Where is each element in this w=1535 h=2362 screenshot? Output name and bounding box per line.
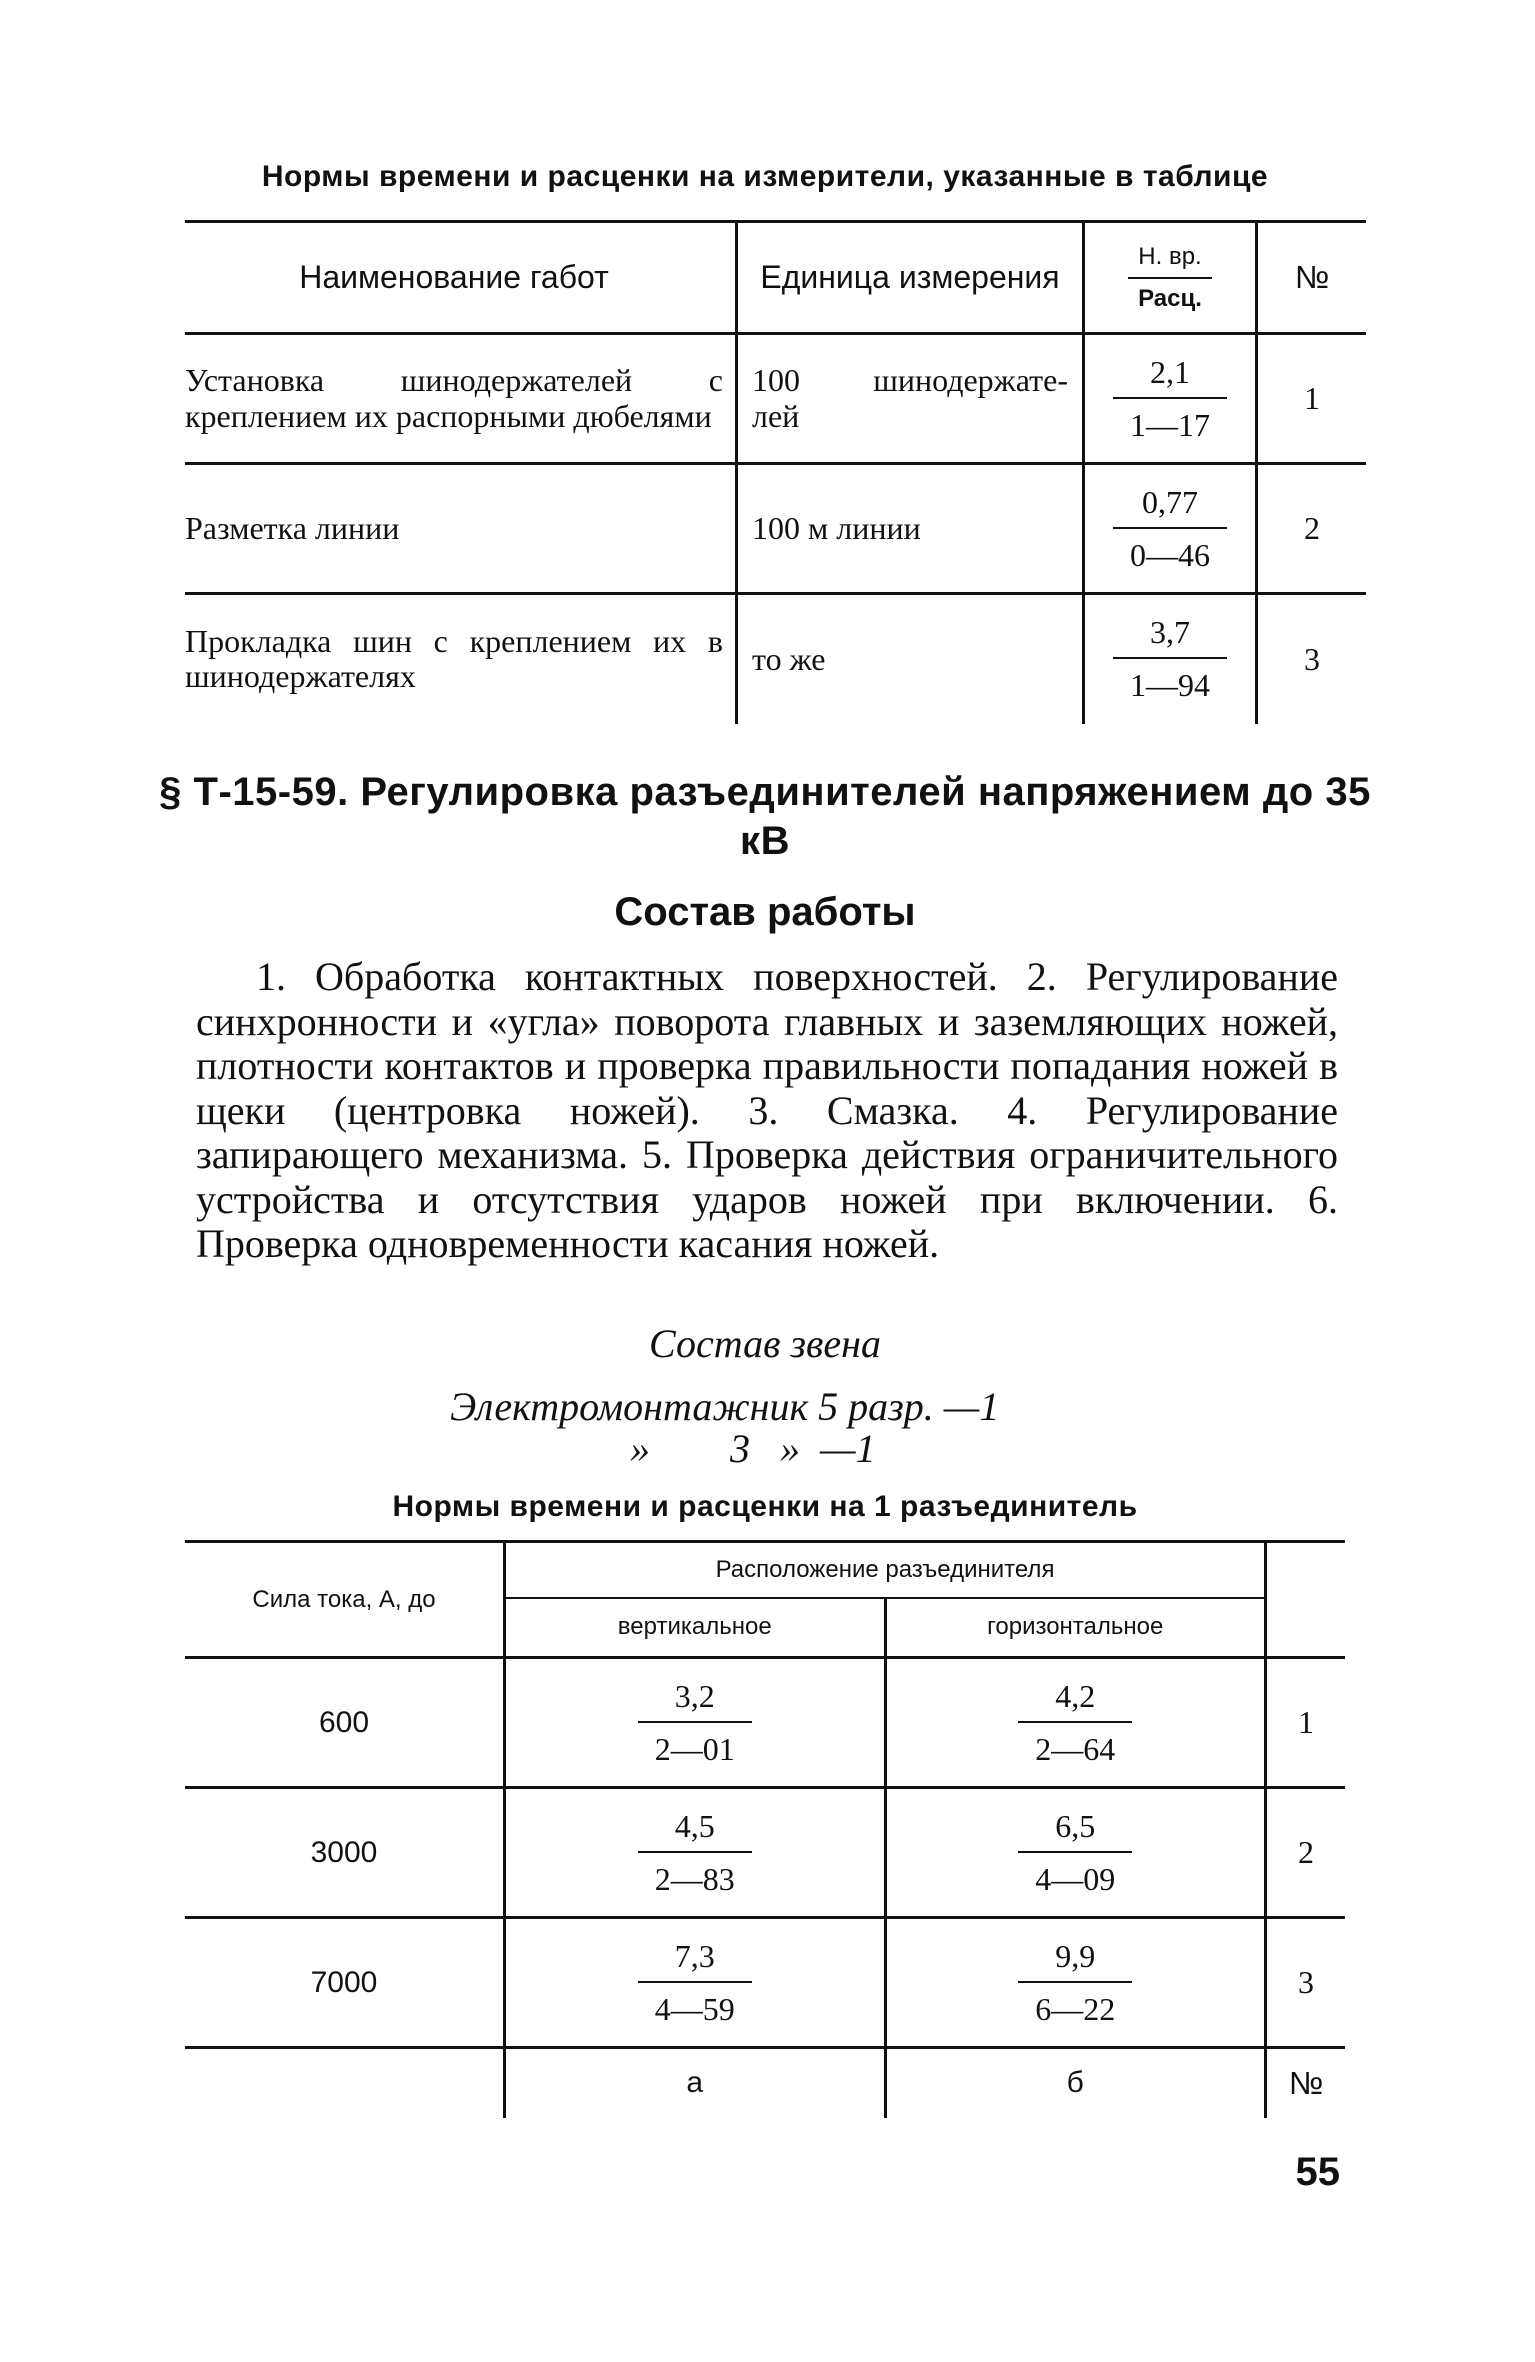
unit-line: [752, 363, 1082, 398]
current-value: 7000: [310, 1965, 378, 1999]
section-title: § Т-15-59. Регулировка разъединителей напряжением до 35 кВ: [159, 770, 1371, 863]
vertical-cell: [505, 1658, 886, 1788]
fraction: [638, 1808, 752, 1898]
rate: 2—01: [654, 1730, 735, 1767]
work-description: 1. Обработка контактных поверхностей. 2. Регулирование синхронности и «угла» поворота главных и заземляющих ножей, плотности контактов и проверка правильности попадания ножей в щеки (центровка ножей). 3. Смазка. 4. Регулирование запирающего механизма. 5. Проверка действия ограничительного устройства и отсутствия ударов ножей при включении. 6. Проверка одновременности касания ножей.: [196, 954, 1338, 1266]
time-norm: 9,9: [1018, 1938, 1132, 1983]
header-unit: Единица измерения: [737, 222, 1084, 334]
header-time: Н. вр.: [1128, 243, 1211, 279]
work-heading: Состав работы: [614, 890, 916, 934]
unit: 100 м линии: [737, 464, 1084, 594]
time-rate: [1084, 334, 1257, 464]
norms-table-1: [185, 220, 1366, 724]
time-norm: 3,2: [638, 1678, 752, 1723]
fraction: [1113, 614, 1227, 704]
rate: 2—64: [1035, 1730, 1116, 1767]
header-number: №: [1294, 259, 1330, 295]
horizontal-cell: [885, 1658, 1266, 1788]
header-location: Расположение разъединителя: [505, 1542, 1266, 1598]
footer-column-a: а: [505, 2048, 886, 2118]
fraction: [1018, 1808, 1132, 1898]
fraction: [1018, 1938, 1132, 2028]
table-row: [185, 334, 1366, 464]
crew-line-2: » 3 » —1: [630, 1426, 876, 1471]
work-name: Прокладка шин с креплением их в шинодержателях: [185, 623, 723, 695]
row-number: 2: [1298, 1834, 1314, 1870]
time-rate: [1084, 594, 1257, 724]
row-number: 3: [1298, 1964, 1314, 2000]
table-row: [185, 464, 1366, 594]
table-row: [185, 1918, 1345, 2048]
rate: 4—09: [1035, 1860, 1116, 1897]
row-number: 3: [1304, 640, 1320, 677]
time-norm: 3,7: [1113, 614, 1227, 659]
row-number: 1: [1298, 1704, 1314, 1740]
unit: то же: [737, 594, 1084, 724]
rate: 0—46: [1130, 536, 1210, 573]
header-current: Сила тока, А, до: [252, 1585, 436, 1613]
unit-word: шинодержате-: [873, 362, 1068, 399]
table-footer-row: [185, 2048, 1345, 2118]
header-work-name: Наименование габот: [299, 258, 609, 295]
table1-caption: Нормы времени и расценки на измерители, указанные в таблице: [261, 160, 1269, 193]
page-number: 55: [1295, 2150, 1340, 2194]
rate: 2—83: [654, 1860, 735, 1897]
time-norm: 4,2: [1018, 1678, 1132, 1723]
vertical-cell: [505, 1788, 886, 1918]
unit-word-end: лей: [752, 397, 800, 434]
table-row: [185, 594, 1366, 724]
header-fraction: [1128, 243, 1211, 313]
time-norm: 0,77: [1113, 484, 1227, 529]
crew-line-1: Электромонтажник 5 разр. —1: [450, 1384, 1000, 1429]
table-row: [185, 1658, 1345, 1788]
horizontal-cell: [885, 1918, 1266, 2048]
work-name: Установка шинодержателей с креплением их распорными дюбелями: [185, 362, 723, 434]
work-name: Разметка линии: [185, 509, 400, 546]
current-value: 3000: [310, 1835, 378, 1869]
time-norm: 6,5: [1018, 1808, 1132, 1853]
vertical-cell: [505, 1918, 886, 2048]
fraction: [638, 1678, 752, 1768]
header-rate: Расц.: [1138, 284, 1202, 312]
fraction: [1113, 484, 1227, 574]
fraction: [1113, 354, 1227, 444]
rate: 6—22: [1035, 1990, 1116, 2027]
fraction: [638, 1938, 752, 2028]
time-norm: 7,3: [638, 1938, 752, 1983]
time-rate: [1084, 464, 1257, 594]
fraction: [1018, 1678, 1132, 1768]
table-header-row: [185, 222, 1366, 334]
footer-number: №: [1288, 2064, 1324, 2101]
time-norm: 4,5: [638, 1808, 752, 1853]
header-horizontal: горизонтальное: [885, 1598, 1266, 1658]
norms-table-2: [185, 1540, 1345, 2118]
unit: [737, 334, 1084, 464]
footer-column-b: б: [885, 2048, 1266, 2118]
rate: 4—59: [654, 1990, 735, 2027]
header-vertical: вертикальное: [505, 1598, 886, 1658]
unit-amount: 100: [752, 362, 800, 399]
row-number: 1: [1304, 380, 1320, 416]
table-header-row: [185, 1542, 1345, 1598]
horizontal-cell: [885, 1788, 1266, 1918]
rate: 1—17: [1130, 406, 1210, 443]
rate: 1—94: [1130, 667, 1210, 704]
time-norm: 2,1: [1113, 354, 1227, 399]
row-number: 2: [1304, 510, 1320, 546]
current-value: 600: [318, 1705, 370, 1739]
header-number-blank: [1266, 1542, 1346, 1658]
table-row: [185, 1788, 1345, 1918]
footer-blank: [185, 2048, 505, 2118]
header-time-rate: [1084, 222, 1257, 334]
table2-caption: Нормы времени и расценки на 1 разъединитель: [392, 1490, 1138, 1523]
crew-heading: Состав звена: [648, 1321, 881, 1366]
